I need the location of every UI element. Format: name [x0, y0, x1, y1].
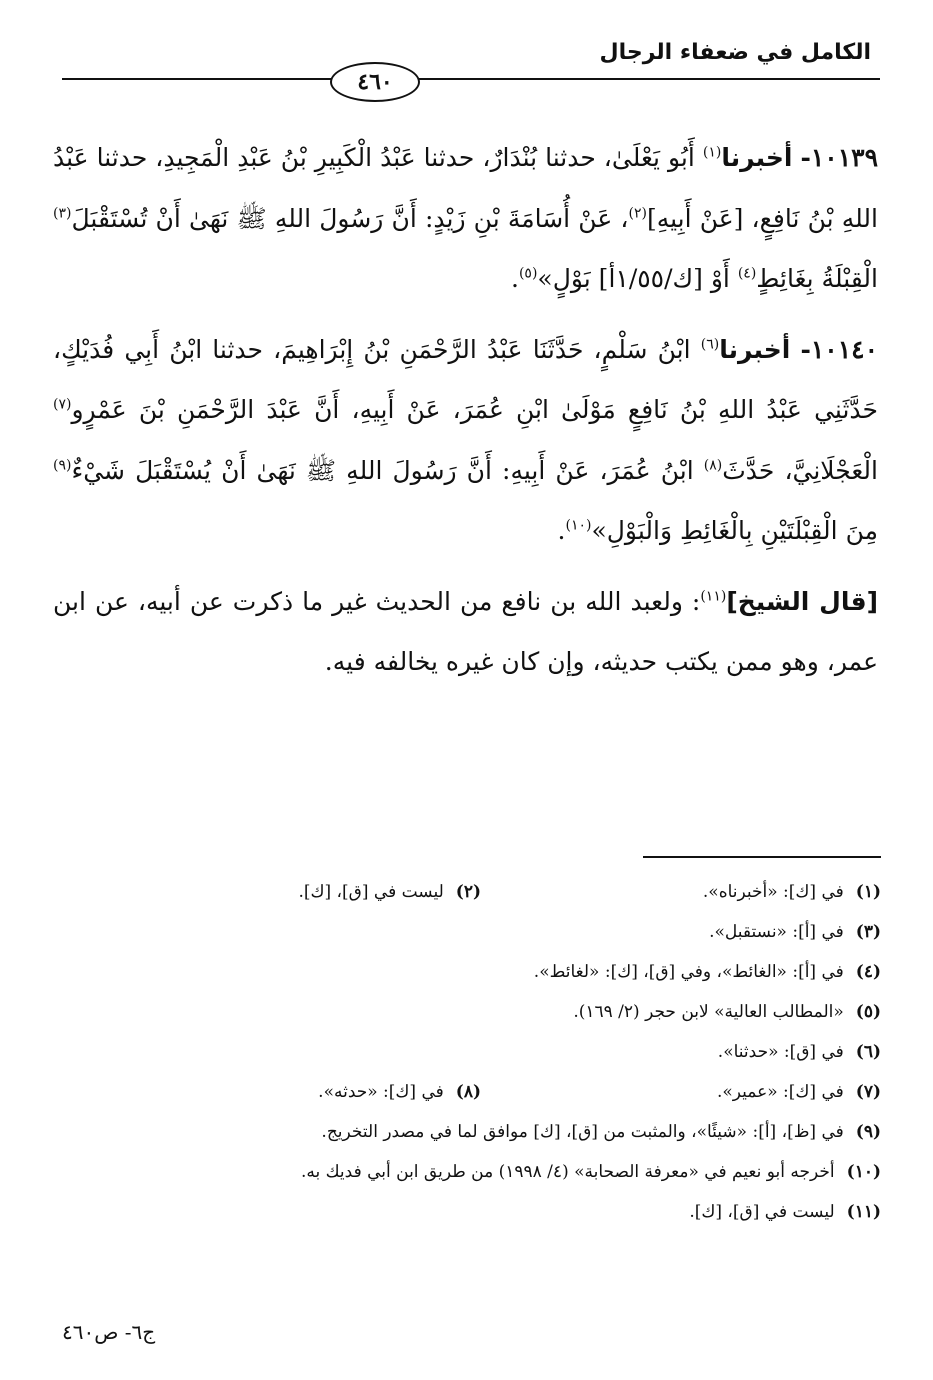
footnote [481, 872, 881, 912]
footnote [81, 1072, 481, 1112]
volume-page-ref: ج٦- ص٤٦٠ [62, 1320, 156, 1344]
footnote-ref: (١) [702, 144, 722, 161]
footnote-ref: (٢) [628, 205, 647, 222]
entry-lead: أخبرنا [721, 143, 793, 172]
entry-text: ، عَنْ أُسَامَةَ بْنِ زَيْدٍ: أَنَّ رَسُولَ اللهِ ﷺ نَهَىٰ أَنْ تُسْتَقْبَلَ [71, 203, 629, 233]
footnote-number: (٨) [455, 1082, 481, 1102]
footnote-ref: (٥) [518, 265, 538, 282]
footnote-text: في [ق]: «حدثنا». [717, 1042, 844, 1062]
footnote-text: ليست في [ق]، [ك]. [689, 1202, 835, 1222]
footnote-ref: (١٠) [565, 517, 592, 534]
entry-number: ١٠١٤٠- [800, 334, 878, 364]
footnote [573, 992, 881, 1032]
footnote-row [51, 1072, 881, 1112]
entry-text: . [557, 516, 566, 545]
footnote-number: (٢) [455, 882, 481, 902]
footnote [718, 1032, 881, 1072]
footnote-row [51, 1032, 881, 1072]
footnote-text: في [ك]: «حدثه». [318, 1082, 444, 1102]
footnote-ref: (٤) [737, 265, 757, 282]
footnote-divider [643, 856, 881, 858]
footnote-text: ليست في [ق]، [ك]. [298, 882, 444, 902]
footnote-row [51, 1192, 881, 1232]
footnote-text: في [ك]: «أخبرناه». [702, 882, 844, 902]
footnote-ref: (٦) [700, 336, 720, 353]
footnote-ref: (٧) [53, 396, 72, 413]
footnote-row [51, 912, 881, 952]
footnote-number: (١١) [846, 1202, 881, 1222]
footnote-number: (٥) [855, 1002, 881, 1022]
hadith-entry [53, 320, 878, 562]
footnote [321, 1112, 881, 1152]
footnote-row [51, 952, 881, 992]
entry-number: ١٠١٣٩- [800, 143, 878, 172]
footnote-text: في [ظ]، [أ]: «شيئًا»، والمثبت من [ق]، [ك] موافق لما في مصدر التخريج. [321, 1122, 844, 1142]
main-text [53, 128, 878, 703]
footnote-number: (٦) [855, 1042, 881, 1062]
entry-text: أَبُو يَعْلَىٰ، حدثنا بُنْدَارٌ، حدثنا عَبْدُ الْكَبِيرِ بْنُ عَبْدِ الْمَجِيدِ، حدثنا عَبْدُ اللهِ بْنُ نَافِعٍ، [عَنْ أَبِيهِ] [53, 143, 878, 233]
footnote [709, 912, 881, 952]
footnote [534, 952, 881, 992]
footnote-row [51, 1112, 881, 1152]
footnote-text: في [ك]: «عمير». [716, 1082, 844, 1102]
footnote-ref: (٨) [703, 457, 723, 474]
footnote-ref: (٩) [53, 457, 72, 474]
footnote-row [51, 992, 881, 1032]
entry-body [53, 335, 878, 546]
hadith-entry [53, 128, 878, 310]
entry-text: ابْنُ عُمَرَ، عَنْ أَبِيهِ: أَنَّ رَسُولَ اللهِ ﷺ نَهَىٰ أَنْ يُسْتَقْبَلَ شَيْءٌ [71, 455, 704, 485]
footnote-text: «المطالب العالية» لابن حجر (٢/ ١٦٩). [573, 1002, 844, 1022]
page-number-badge [330, 62, 420, 102]
footnote-number: (١) [855, 882, 881, 902]
footnote-number: (٩) [855, 1122, 881, 1142]
footnote-number: (٤) [855, 962, 881, 982]
book-title: الكامل في ضعفاء الرجال [599, 40, 871, 65]
sheikh-lead: [قال الشيخ] [726, 586, 878, 616]
footnote-ref: (١١) [700, 588, 727, 605]
page-number: ٤٦٠ [357, 69, 393, 95]
entry-text: مِنَ الْقِبْلَتَيْنِ بِالْغَائِطِ وَالْبَوْلِ» [591, 516, 878, 545]
entry-text: الْقِبْلَةُ بِغَائِطٍ [756, 264, 878, 293]
entry-text: أَوْ [ك/١/٥٥أ] بَوْلٍ» [537, 264, 738, 293]
entry-lead: أخبرنا [719, 334, 791, 364]
footnote-number: (١٠) [846, 1162, 881, 1182]
entry-text: الْعَجْلَانِيَّ، حَدَّثَ [722, 455, 878, 485]
footnote-ref: (٣) [53, 205, 72, 222]
footnote-text: أخرجه أبو نعيم في «معرفة الصحابة» (٤/ ١٩٩٨) من طريق ابن أبي فديك به. [300, 1162, 835, 1182]
footnote-number: (٣) [855, 922, 881, 942]
footnote-row [51, 872, 881, 912]
footnote [481, 1072, 881, 1112]
footnotes [51, 872, 881, 1232]
footnote-row [51, 1152, 881, 1192]
footnote-number: (٧) [855, 1082, 881, 1102]
entry-text: ابْنُ سَلْمٍ، حَدَّثَنَا عَبْدُ الرَّحْمَنِ بْنُ إِبْرَاهِيمَ، حدثنا ابْنُ أَبِي فُدَيْكٍ، حَدَّثَنِي عَبْدُ اللهِ بْنُ نَافِعٍ مَوْلَىٰ ابْنِ عُمَرَ، عَنْ أَبِيهِ، أَنَّ عَبْدَ الرَّحْمَنِ بْنَ عَمْرٍو [53, 334, 878, 424]
footnote-text: في [أ]: «الغائط»، وفي [ق]، [ك]: «لغائط». [533, 962, 844, 982]
footnote [81, 872, 481, 912]
header-divider [62, 78, 880, 80]
footnote [689, 1192, 881, 1232]
footnote-text: في [أ]: «نستقبل». [709, 922, 844, 942]
sheikh-comment [53, 572, 878, 693]
entry-text: . [510, 264, 519, 293]
footnote [301, 1152, 881, 1192]
sheikh-text: : ولعبد الله بن نافع من الحديث غير ما ذكرت عن أبيه، عن ابن عمر، وهو ممن يكتب حديثه، وإن كان غيره يخالفه فيه. [53, 586, 878, 676]
